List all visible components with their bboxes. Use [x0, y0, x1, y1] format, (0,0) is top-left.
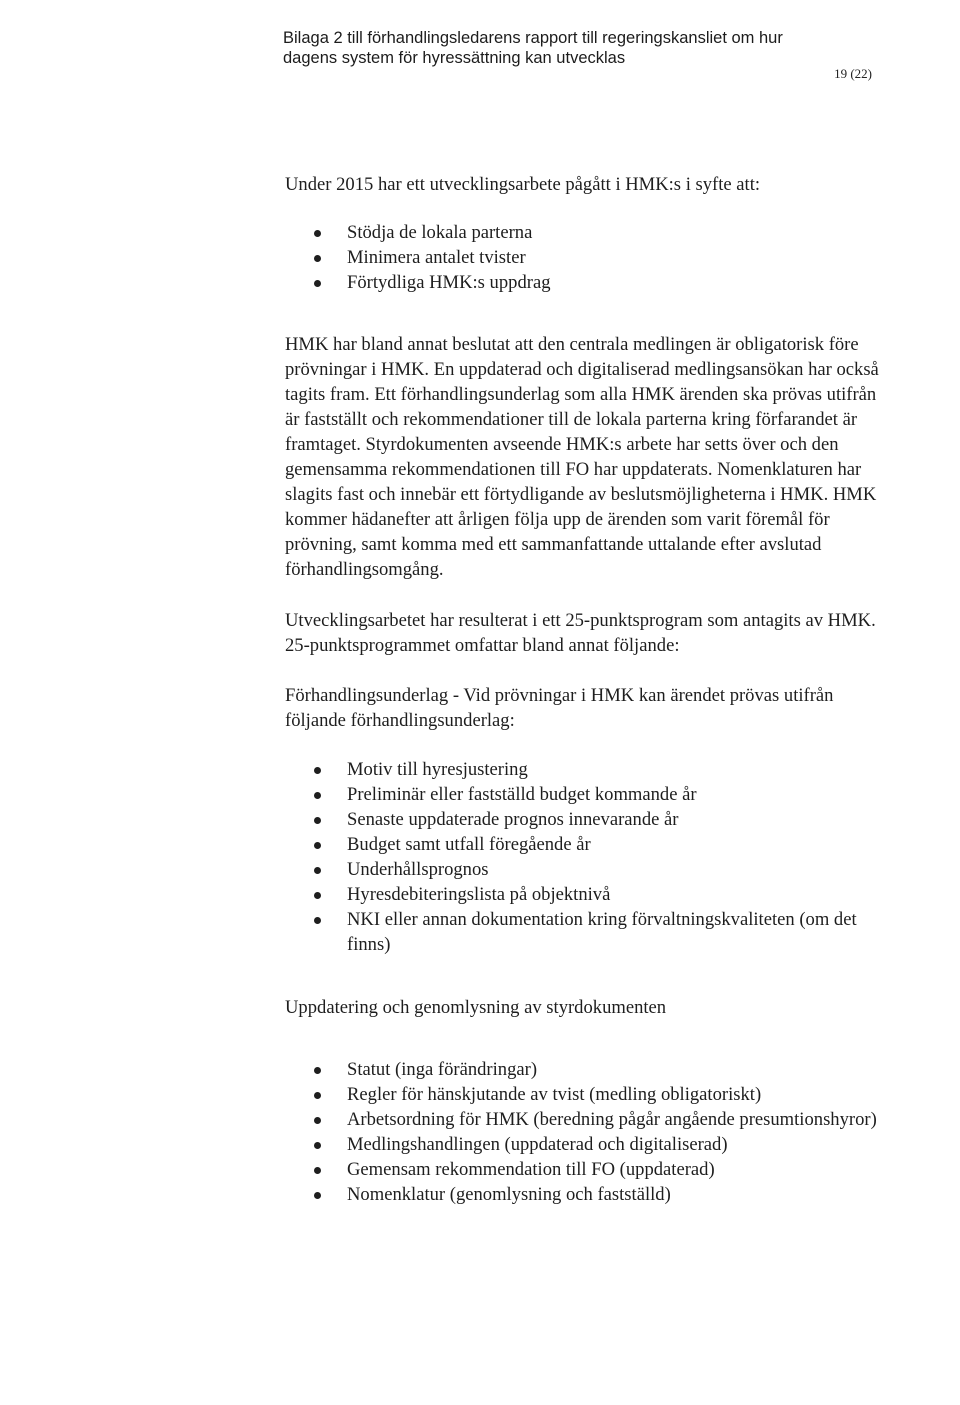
list-item: Förtydliga HMK:s uppdrag [347, 270, 885, 295]
document-header [283, 28, 843, 68]
intro-paragraph: Under 2015 har ett utvecklingsarbete pågått i HMK:s i syfte att: [285, 174, 761, 195]
bullet-icon [314, 280, 321, 287]
paragraph-decisions: HMK har bland annat beslutat att den centrala medlingen är obligatorisk före prövningar i HMK. En uppdaterad och digitaliserad medlingsansökan har också tagits fram. Ett förhandlingsunderlag som alla HMK ärenden ska prövas utifrån är fastställt och rekommendationer till de lokala parterna kring förfarandet är framtaget. Styrdokumenten avseende HMK:s arbete har setts över och den gemensamma rekommendationen till FO har uppdaterats. Nomenklaturen har slagits fast och innebär ett förtydligande av beslutsmöjligheterna i HMK. HMK kommer hädanefter att årligen följa upp de ärenden som varit föremål för prövning, samt komma med ett sammanfattande uttalande efter avslutad förhandlingsomgång. [285, 334, 879, 580]
list-item: Motiv till hyresjustering [347, 757, 885, 782]
list-item: Senaste uppdaterade prognos innevarande år [347, 807, 885, 832]
paragraph-negotiation-basis: Förhandlingsunderlag - Vid prövningar i HMK kan ärendet prövas utifrån följande förhandlingsunderlag: [285, 685, 834, 731]
page-number: 19 (22) [834, 66, 872, 81]
list-item: Arbetsordning för HMK (beredning pågår angående presumtionshyror) [347, 1107, 885, 1132]
section-heading: Uppdatering och genomlysning av styrdokumenten [285, 997, 667, 1018]
list-item: Medlingshandlingen (uppdaterad och digitaliserad) [347, 1132, 885, 1157]
list-item: Budget samt utfall föregående år [347, 832, 885, 857]
bullet-icon [314, 230, 321, 237]
bullet-icon [314, 255, 321, 262]
bullet-icon [314, 1092, 321, 1099]
bullet-icon [314, 767, 321, 774]
list-item: Regler för hänskjutande av tvist (medling obligatoriskt) [347, 1082, 885, 1107]
bullet-icon [314, 917, 321, 924]
bullet-icon [314, 792, 321, 799]
document-body [285, 172, 885, 1207]
bullet-icon [314, 1167, 321, 1174]
header-line-2: dagens system för hyressättning kan utvecklas [283, 49, 626, 67]
list-item: Gemensam rekommendation till FO (uppdaterad) [347, 1157, 885, 1182]
list-item: NKI eller annan dokumentation kring förvaltningskvaliteten (om det finns) [347, 907, 885, 957]
header-line-1: Bilaga 2 till förhandlingsledarens rapport till regeringskansliet om hur [283, 29, 783, 47]
list-item: Statut (inga förändringar) [347, 1057, 885, 1082]
goals-list [285, 220, 885, 295]
bullet-icon [314, 1142, 321, 1149]
list-item: Stödja de lokala parterna [347, 220, 885, 245]
bullet-icon [314, 817, 321, 824]
list-item: Underhållsprognos [347, 857, 885, 882]
list-item: Hyresdebiteringslista på objektnivå [347, 882, 885, 907]
governing-documents-list [285, 1057, 885, 1207]
negotiation-basis-list [285, 757, 885, 957]
bullet-icon [314, 867, 321, 874]
list-item: Nomenklatur (genomlysning och fastställd) [347, 1182, 885, 1207]
bullet-icon [314, 842, 321, 849]
bullet-icon [314, 1192, 321, 1199]
list-item: Minimera antalet tvister [347, 245, 885, 270]
bullet-icon [314, 892, 321, 899]
bullet-icon [314, 1117, 321, 1124]
bullet-icon [314, 1067, 321, 1074]
paragraph-program: Utvecklingsarbetet har resulterat i ett 25-punktsprogram som antagits av HMK. 25-punktsprogrammet omfattar bland annat följande: [285, 610, 876, 656]
list-item: Preliminär eller fastställd budget kommande år [347, 782, 885, 807]
